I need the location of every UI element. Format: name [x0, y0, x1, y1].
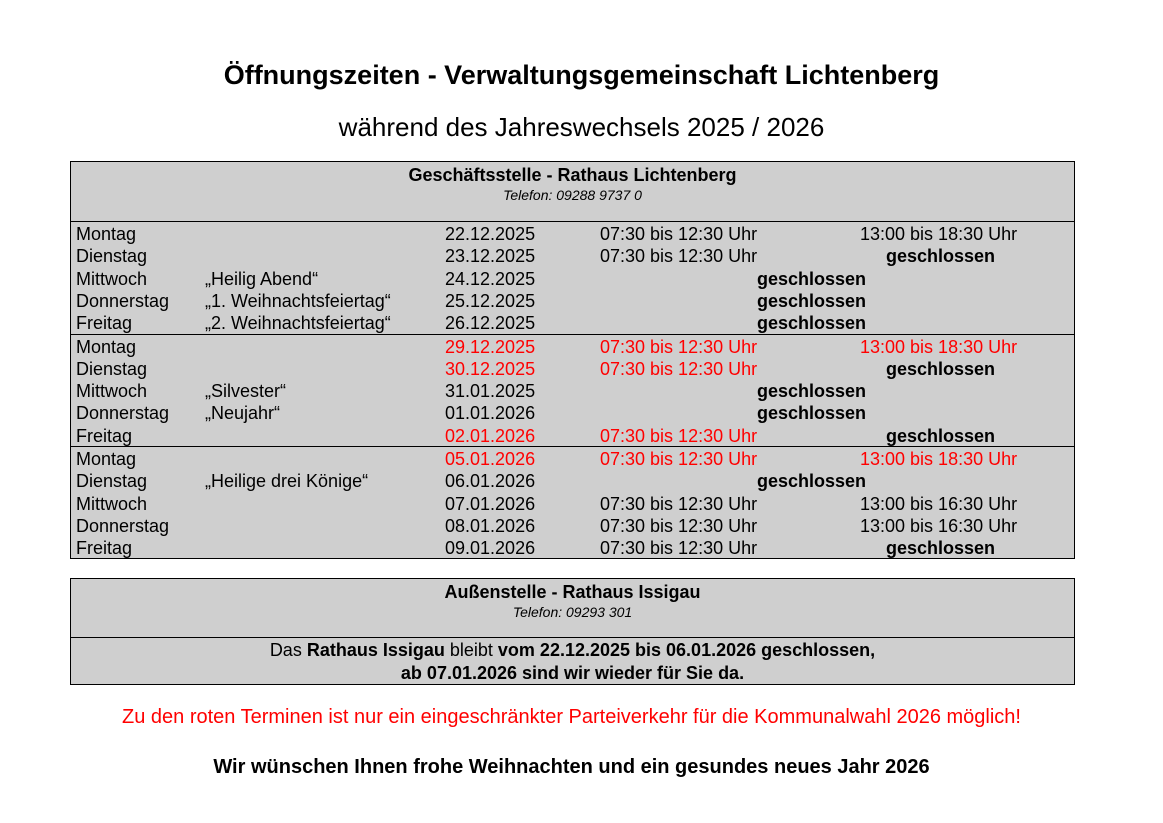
cell-pm-closed: geschlossen: [886, 538, 996, 559]
cell-pm: 13:00 bis 16:30 Uhr: [860, 493, 1018, 514]
cell-day: Donnerstag: [76, 515, 170, 536]
schedule-row: [71, 401, 1074, 423]
cell-day: Freitag: [76, 538, 133, 559]
cell-am: 07:30 bis 12:30 Uhr: [600, 336, 758, 357]
cell-full: geschlossen: [757, 313, 867, 334]
cell-full: geschlossen: [757, 268, 867, 289]
cell-note: „Heilig Abend“: [205, 268, 319, 289]
cell-day: Donnerstag: [76, 403, 170, 424]
cell-date: 09.01.2026: [445, 538, 536, 559]
page-title: Öffnungszeiten - Verwaltungsgemeinschaft Lichtenberg: [223, 60, 940, 90]
cell-date: 01.01.2026: [445, 403, 536, 424]
schedule-row: [71, 492, 1074, 514]
schedule-row: [71, 514, 1074, 536]
branch-office-phone: Telefon: 09293 301: [512, 604, 633, 620]
schedule-groups: [71, 222, 1074, 559]
cell-pm-closed: geschlossen: [886, 246, 996, 267]
schedule-row: [71, 335, 1074, 357]
notice-line2: ab 07.01.2026 sind wir wieder für Sie da.: [400, 663, 745, 683]
schedule-row: [71, 424, 1074, 446]
schedule-week: [71, 335, 1074, 448]
cell-day: Freitag: [76, 425, 133, 446]
cell-am: 07:30 bis 12:30 Uhr: [600, 425, 758, 446]
page-subtitle: während des Jahreswechsels 2025 / 2026: [338, 112, 825, 142]
cell-note: „Neujahr“: [205, 403, 281, 424]
cell-date: 06.01.2026: [445, 471, 536, 492]
cell-am: 07:30 bis 12:30 Uhr: [600, 246, 758, 267]
branch-office-table: [70, 578, 1075, 685]
cell-date: 26.12.2025: [445, 313, 536, 334]
cell-date: 22.12.2025: [445, 224, 536, 244]
cell-pm: 13:00 bis 18:30 Uhr: [860, 336, 1018, 357]
cell-note: „1. Weihnachtsfeiertag“: [205, 290, 391, 311]
cell-date: 31.01.2025: [445, 381, 536, 402]
cell-am: 07:30 bis 12:30 Uhr: [600, 449, 758, 469]
notice-part: bleibt: [444, 640, 498, 660]
cell-date: 25.12.2025: [445, 290, 536, 311]
cell-day: Dienstag: [76, 471, 148, 492]
schedule-week: [71, 447, 1074, 559]
cell-date: 29.12.2025: [445, 336, 536, 357]
notice-part: Rathaus Issigau: [306, 640, 445, 660]
schedule-row: [71, 357, 1074, 379]
cell-pm-closed: geschlossen: [886, 425, 996, 446]
branch-office-header: [71, 579, 1074, 638]
branch-office-notice: [71, 638, 1074, 685]
cell-full: geschlossen: [757, 381, 867, 402]
branch-office-heading: Außenstelle - Rathaus Issigau: [444, 582, 701, 602]
cell-date: 23.12.2025: [445, 246, 536, 267]
cell-am: 07:30 bis 12:30 Uhr: [600, 358, 758, 379]
cell-day: Montag: [76, 449, 137, 469]
cell-am: 07:30 bis 12:30 Uhr: [600, 515, 758, 536]
cell-day: Dienstag: [76, 358, 148, 379]
main-office-header: [71, 162, 1074, 222]
schedule-row: [71, 244, 1074, 266]
notice-part: vom 22.12.2025 bis 06.01.2026 geschlossen,: [497, 640, 876, 660]
schedule-row: [71, 379, 1074, 401]
cell-day: Donnerstag: [76, 290, 170, 311]
cell-full: geschlossen: [757, 290, 867, 311]
cell-date: 02.01.2026: [445, 425, 536, 446]
cell-pm: 13:00 bis 16:30 Uhr: [860, 515, 1018, 536]
season-greeting: Wir wünschen Ihnen frohe Weihnachten und ein gesundes neues Jahr 2026: [213, 756, 930, 778]
cell-day: Montag: [76, 224, 137, 244]
cell-full: geschlossen: [757, 403, 867, 424]
cell-pm: 13:00 bis 18:30 Uhr: [860, 224, 1018, 244]
cell-date: 07.01.2026: [445, 493, 536, 514]
cell-day: Mittwoch: [76, 268, 148, 289]
cell-date: 24.12.2025: [445, 268, 536, 289]
cell-date: 05.01.2026: [445, 449, 536, 469]
cell-date: 08.01.2026: [445, 515, 536, 536]
main-office-phone: Telefon: 09288 9737 0: [503, 187, 642, 203]
schedule-row: [71, 311, 1074, 333]
schedule-row: [71, 469, 1074, 491]
cell-full: geschlossen: [757, 471, 867, 492]
cell-day: Mittwoch: [76, 381, 148, 402]
red-dates-note: Zu den roten Terminen ist nur ein eingeschränkter Parteiverkehr für die Kommunalwahl 2026 möglich!: [122, 706, 1021, 728]
cell-pm: 13:00 bis 18:30 Uhr: [860, 449, 1018, 469]
cell-pm-closed: geschlossen: [886, 358, 996, 379]
cell-date: 30.12.2025: [445, 358, 536, 379]
schedule-row: [71, 536, 1074, 558]
schedule-row: [71, 447, 1074, 469]
cell-am: 07:30 bis 12:30 Uhr: [600, 493, 758, 514]
notice-part: Das: [269, 640, 307, 660]
schedule-row: [71, 222, 1074, 244]
cell-note: „2. Weihnachtsfeiertag“: [205, 313, 391, 334]
cell-day: Freitag: [76, 313, 133, 334]
schedule-row: [71, 289, 1074, 311]
cell-am: 07:30 bis 12:30 Uhr: [600, 224, 758, 244]
cell-am: 07:30 bis 12:30 Uhr: [600, 538, 758, 559]
main-office-heading: Geschäftsstelle - Rathaus Lichtenberg: [408, 165, 737, 185]
cell-day: Dienstag: [76, 246, 148, 267]
main-office-table: [70, 161, 1075, 559]
cell-day: Montag: [76, 336, 137, 357]
schedule-row: [71, 267, 1074, 289]
cell-note: „Silvester“: [205, 381, 287, 402]
schedule-week: [71, 222, 1074, 335]
cell-note: „Heilige drei Könige“: [205, 471, 369, 492]
cell-day: Mittwoch: [76, 493, 148, 514]
